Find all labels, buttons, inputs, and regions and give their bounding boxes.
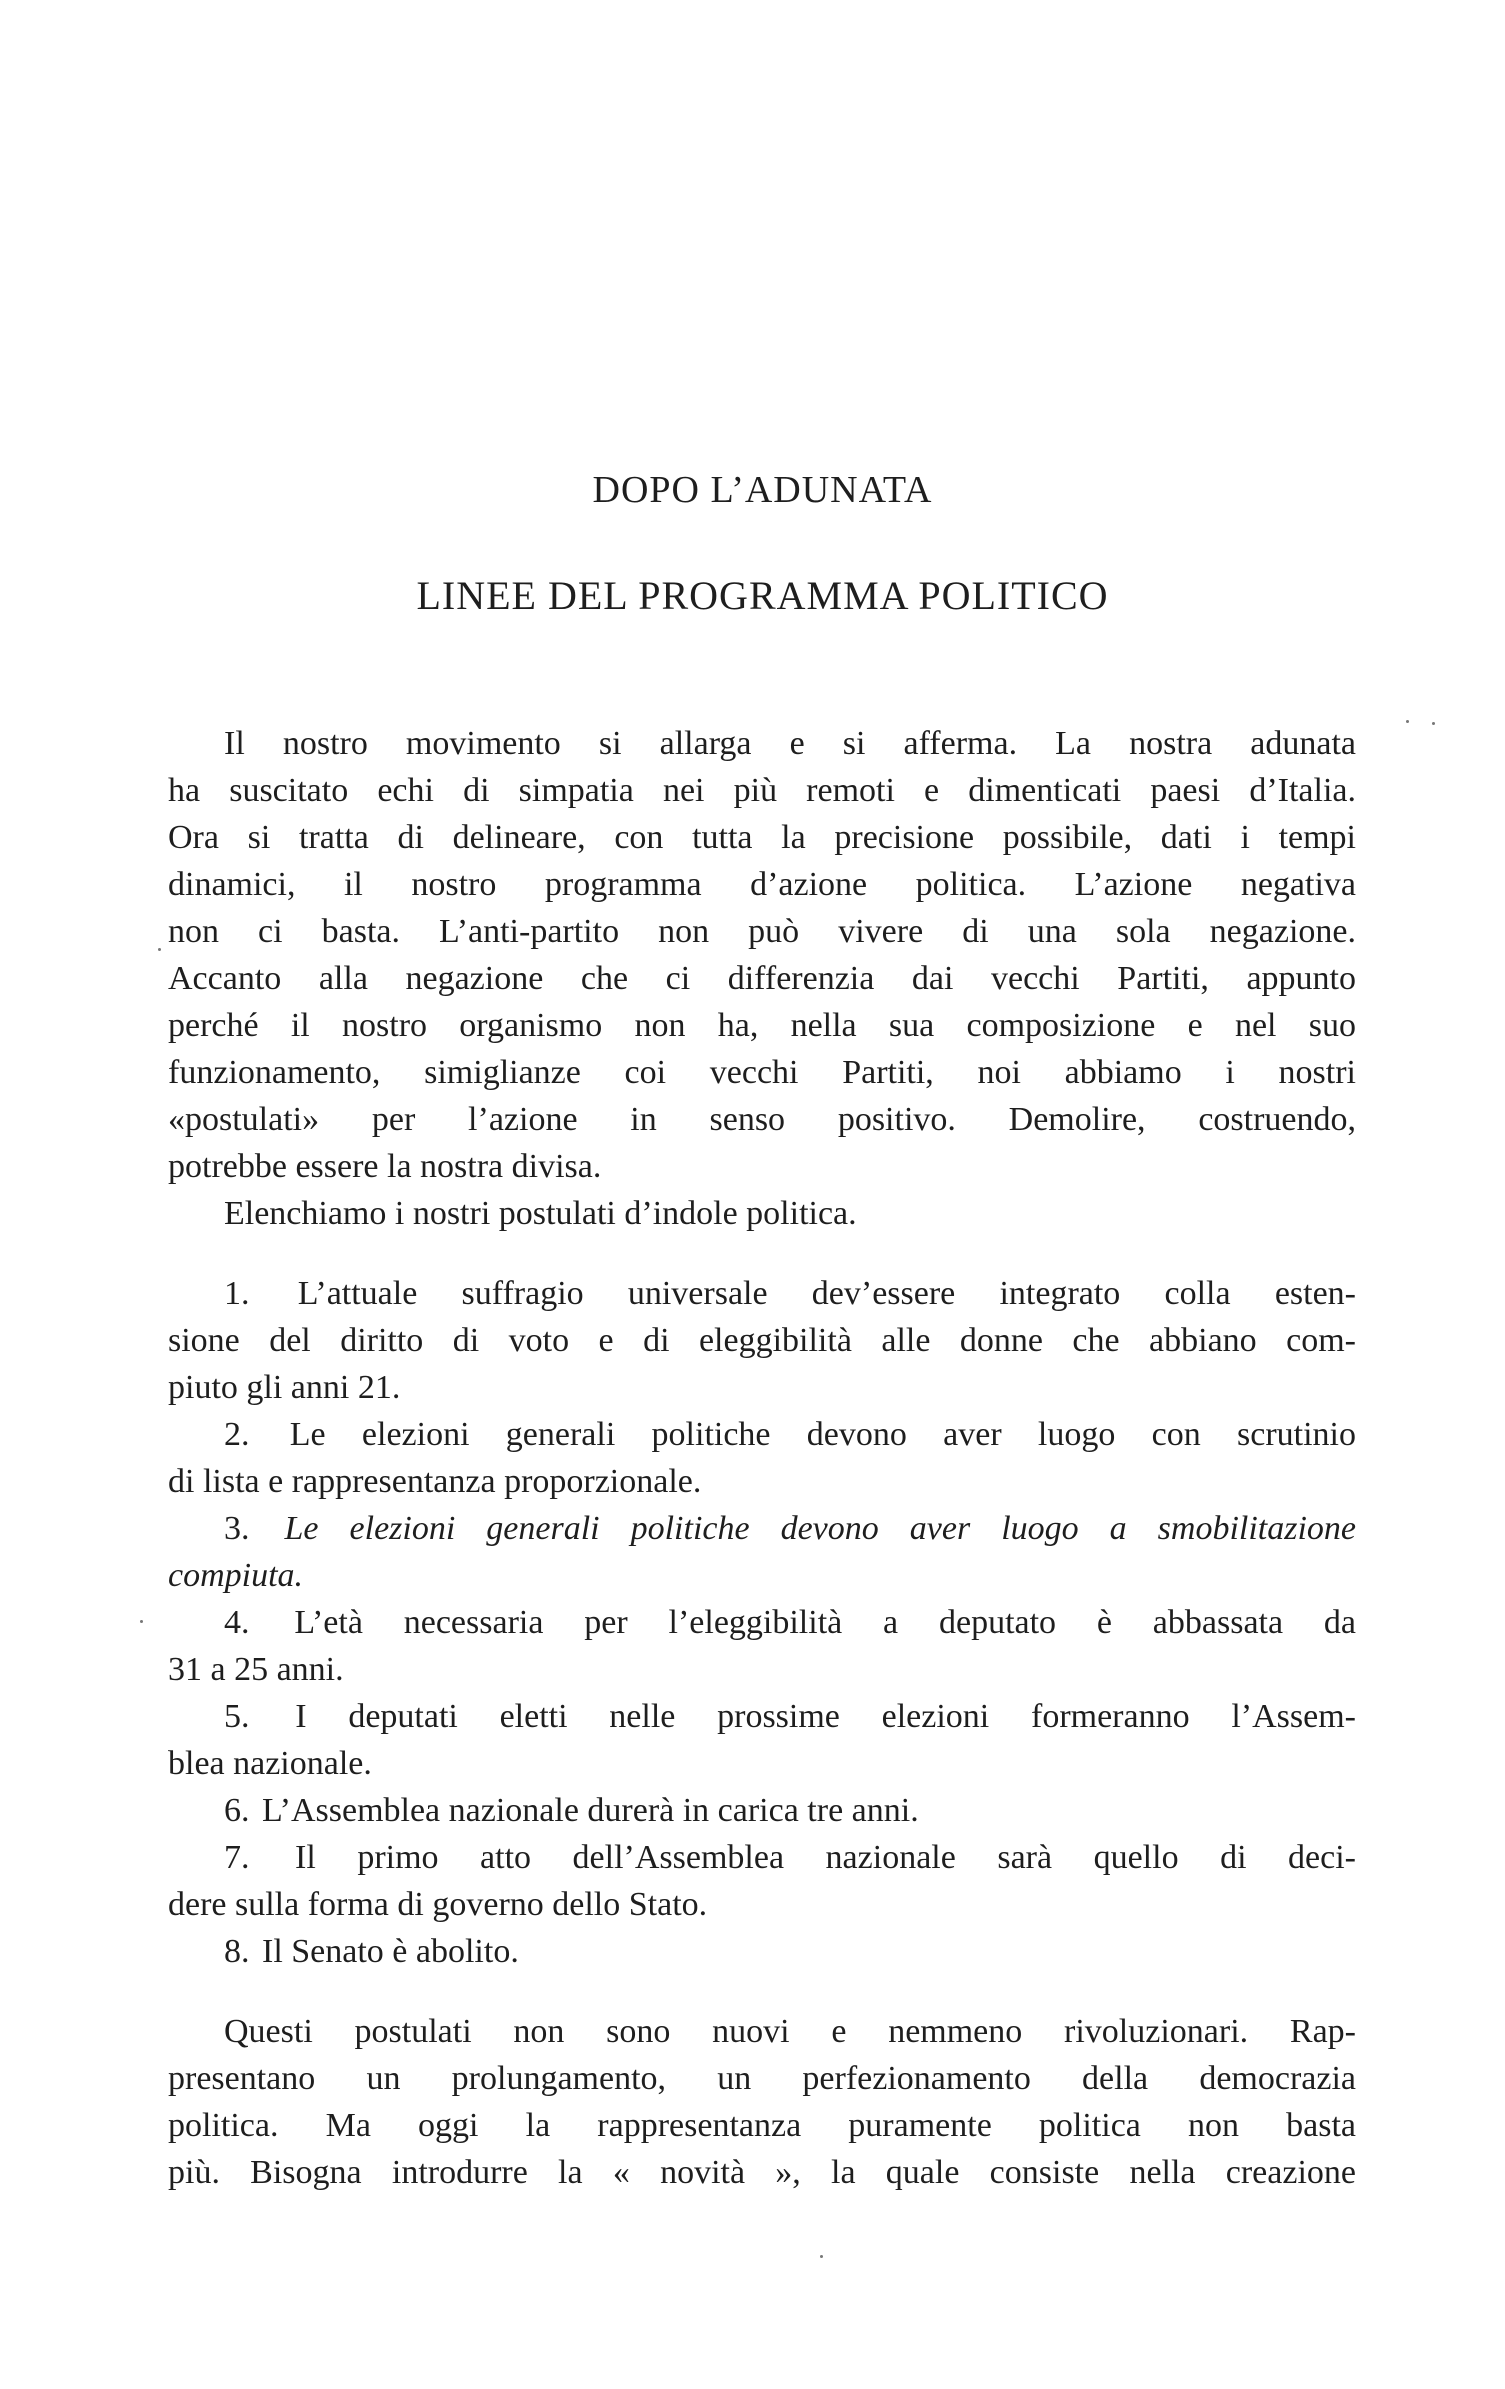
text-line: sione del diritto di voto e di eleggibilità alle donne che abbiano com- bbox=[168, 1322, 1356, 1359]
list-item bbox=[168, 1411, 1356, 1458]
scan-speck bbox=[140, 1620, 143, 1623]
list-item bbox=[168, 1834, 1356, 1881]
text-line: Il nostro movimento si allarga e si afferma. La nostra adunata bbox=[224, 725, 1356, 762]
scan-speck bbox=[1432, 722, 1435, 725]
scan-speck bbox=[158, 948, 161, 951]
text-line: blea nazionale. bbox=[168, 1745, 372, 1782]
text-line: di lista e rappresentanza proporzionale. bbox=[168, 1463, 702, 1500]
text-line: 31 a 25 anni. bbox=[168, 1651, 344, 1688]
text-line: non ci basta. L’anti-partito non può vivere di una sola negazione. bbox=[168, 913, 1356, 950]
scan-speck bbox=[1406, 720, 1409, 723]
item-number: 7. bbox=[224, 1839, 250, 1876]
text-line: funzionamento, simiglianze coi vecchi Partiti, noi abbiamo i nostri bbox=[168, 1054, 1356, 1091]
text-line: Elenchiamo i nostri postulati d’indole politica. bbox=[224, 1195, 857, 1232]
item-number: 8. bbox=[224, 1933, 250, 1970]
text-line: dere sulla forma di governo dello Stato. bbox=[168, 1886, 708, 1923]
item-text: Il Senato è abolito. bbox=[262, 1933, 519, 1970]
text-line: perché il nostro organismo non ha, nella sua composizione e nel suo bbox=[168, 1007, 1356, 1044]
list-item bbox=[168, 1599, 1356, 1646]
list-item bbox=[168, 1270, 1356, 1317]
list-item bbox=[168, 1693, 1356, 1740]
item-text: L’attuale suffragio universale dev’essere integrato colla esten- bbox=[297, 1275, 1356, 1312]
page-title: DOPO L’ADUNATA bbox=[592, 469, 933, 511]
text-line: presentano un prolungamento, un perfezionamento della democrazia bbox=[168, 2060, 1356, 2097]
item-text: Le elezioni generali politiche devono aver luogo a smobilitazione bbox=[284, 1510, 1356, 1547]
text-line: dinamici, il nostro programma d’azione politica. L’azione negativa bbox=[168, 866, 1356, 903]
item-text: L’Assemblea nazionale durerà in carica tre anni. bbox=[262, 1792, 919, 1829]
item-text: Il primo atto dell’Assemblea nazionale sarà quello di deci- bbox=[295, 1839, 1356, 1876]
item-number: 1. bbox=[224, 1275, 250, 1312]
text-line: più. Bisogna introdurre la « novità », la quale consiste nella creazione bbox=[168, 2154, 1356, 2191]
intro-paragraph bbox=[168, 720, 1356, 1237]
item-text: I deputati eletti nelle prossime elezioni formeranno l’Assem- bbox=[295, 1698, 1356, 1735]
list-item bbox=[168, 1928, 1356, 1975]
text-line: piuto gli anni 21. bbox=[168, 1369, 401, 1406]
item-number: 3. bbox=[224, 1510, 250, 1547]
item-text: Le elezioni generali politiche devono aver luogo con scrutinio bbox=[289, 1416, 1356, 1453]
postulates-list bbox=[168, 1270, 1356, 1975]
text-line: ha suscitato echi di simpatia nei più remoti e dimenticati paesi d’Italia. bbox=[168, 772, 1356, 809]
page-subtitle: LINEE DEL PROGRAMMA POLITICO bbox=[416, 573, 1109, 618]
text-line: compiuta. bbox=[168, 1557, 304, 1594]
list-item bbox=[168, 1505, 1356, 1552]
item-number: 2. bbox=[224, 1416, 250, 1453]
text-line: Ora si tratta di delineare, con tutta la precisione possibile, dati i tempi bbox=[168, 819, 1356, 856]
text-line: politica. Ma oggi la rappresentanza puramente politica non basta bbox=[168, 2107, 1356, 2144]
item-text: L’età necessaria per l’eleggibilità a deputato è abbassata da bbox=[294, 1604, 1356, 1641]
text-line: Questi postulati non sono nuovi e nemmeno rivoluzionari. Rap- bbox=[224, 2013, 1356, 2050]
item-number: 6. bbox=[224, 1792, 250, 1829]
item-number: 5. bbox=[224, 1698, 250, 1735]
list-item bbox=[168, 1787, 1356, 1834]
closing-paragraph bbox=[168, 2008, 1356, 2196]
text-line: Accanto alla negazione che ci differenzia dai vecchi Partiti, appunto bbox=[168, 960, 1356, 997]
item-number: 4. bbox=[224, 1604, 250, 1641]
scan-speck bbox=[820, 2255, 823, 2258]
text-line: «postulati» per l’azione in senso positivo. Demolire, costruendo, bbox=[168, 1101, 1356, 1138]
text-line: potrebbe essere la nostra divisa. bbox=[168, 1148, 602, 1185]
